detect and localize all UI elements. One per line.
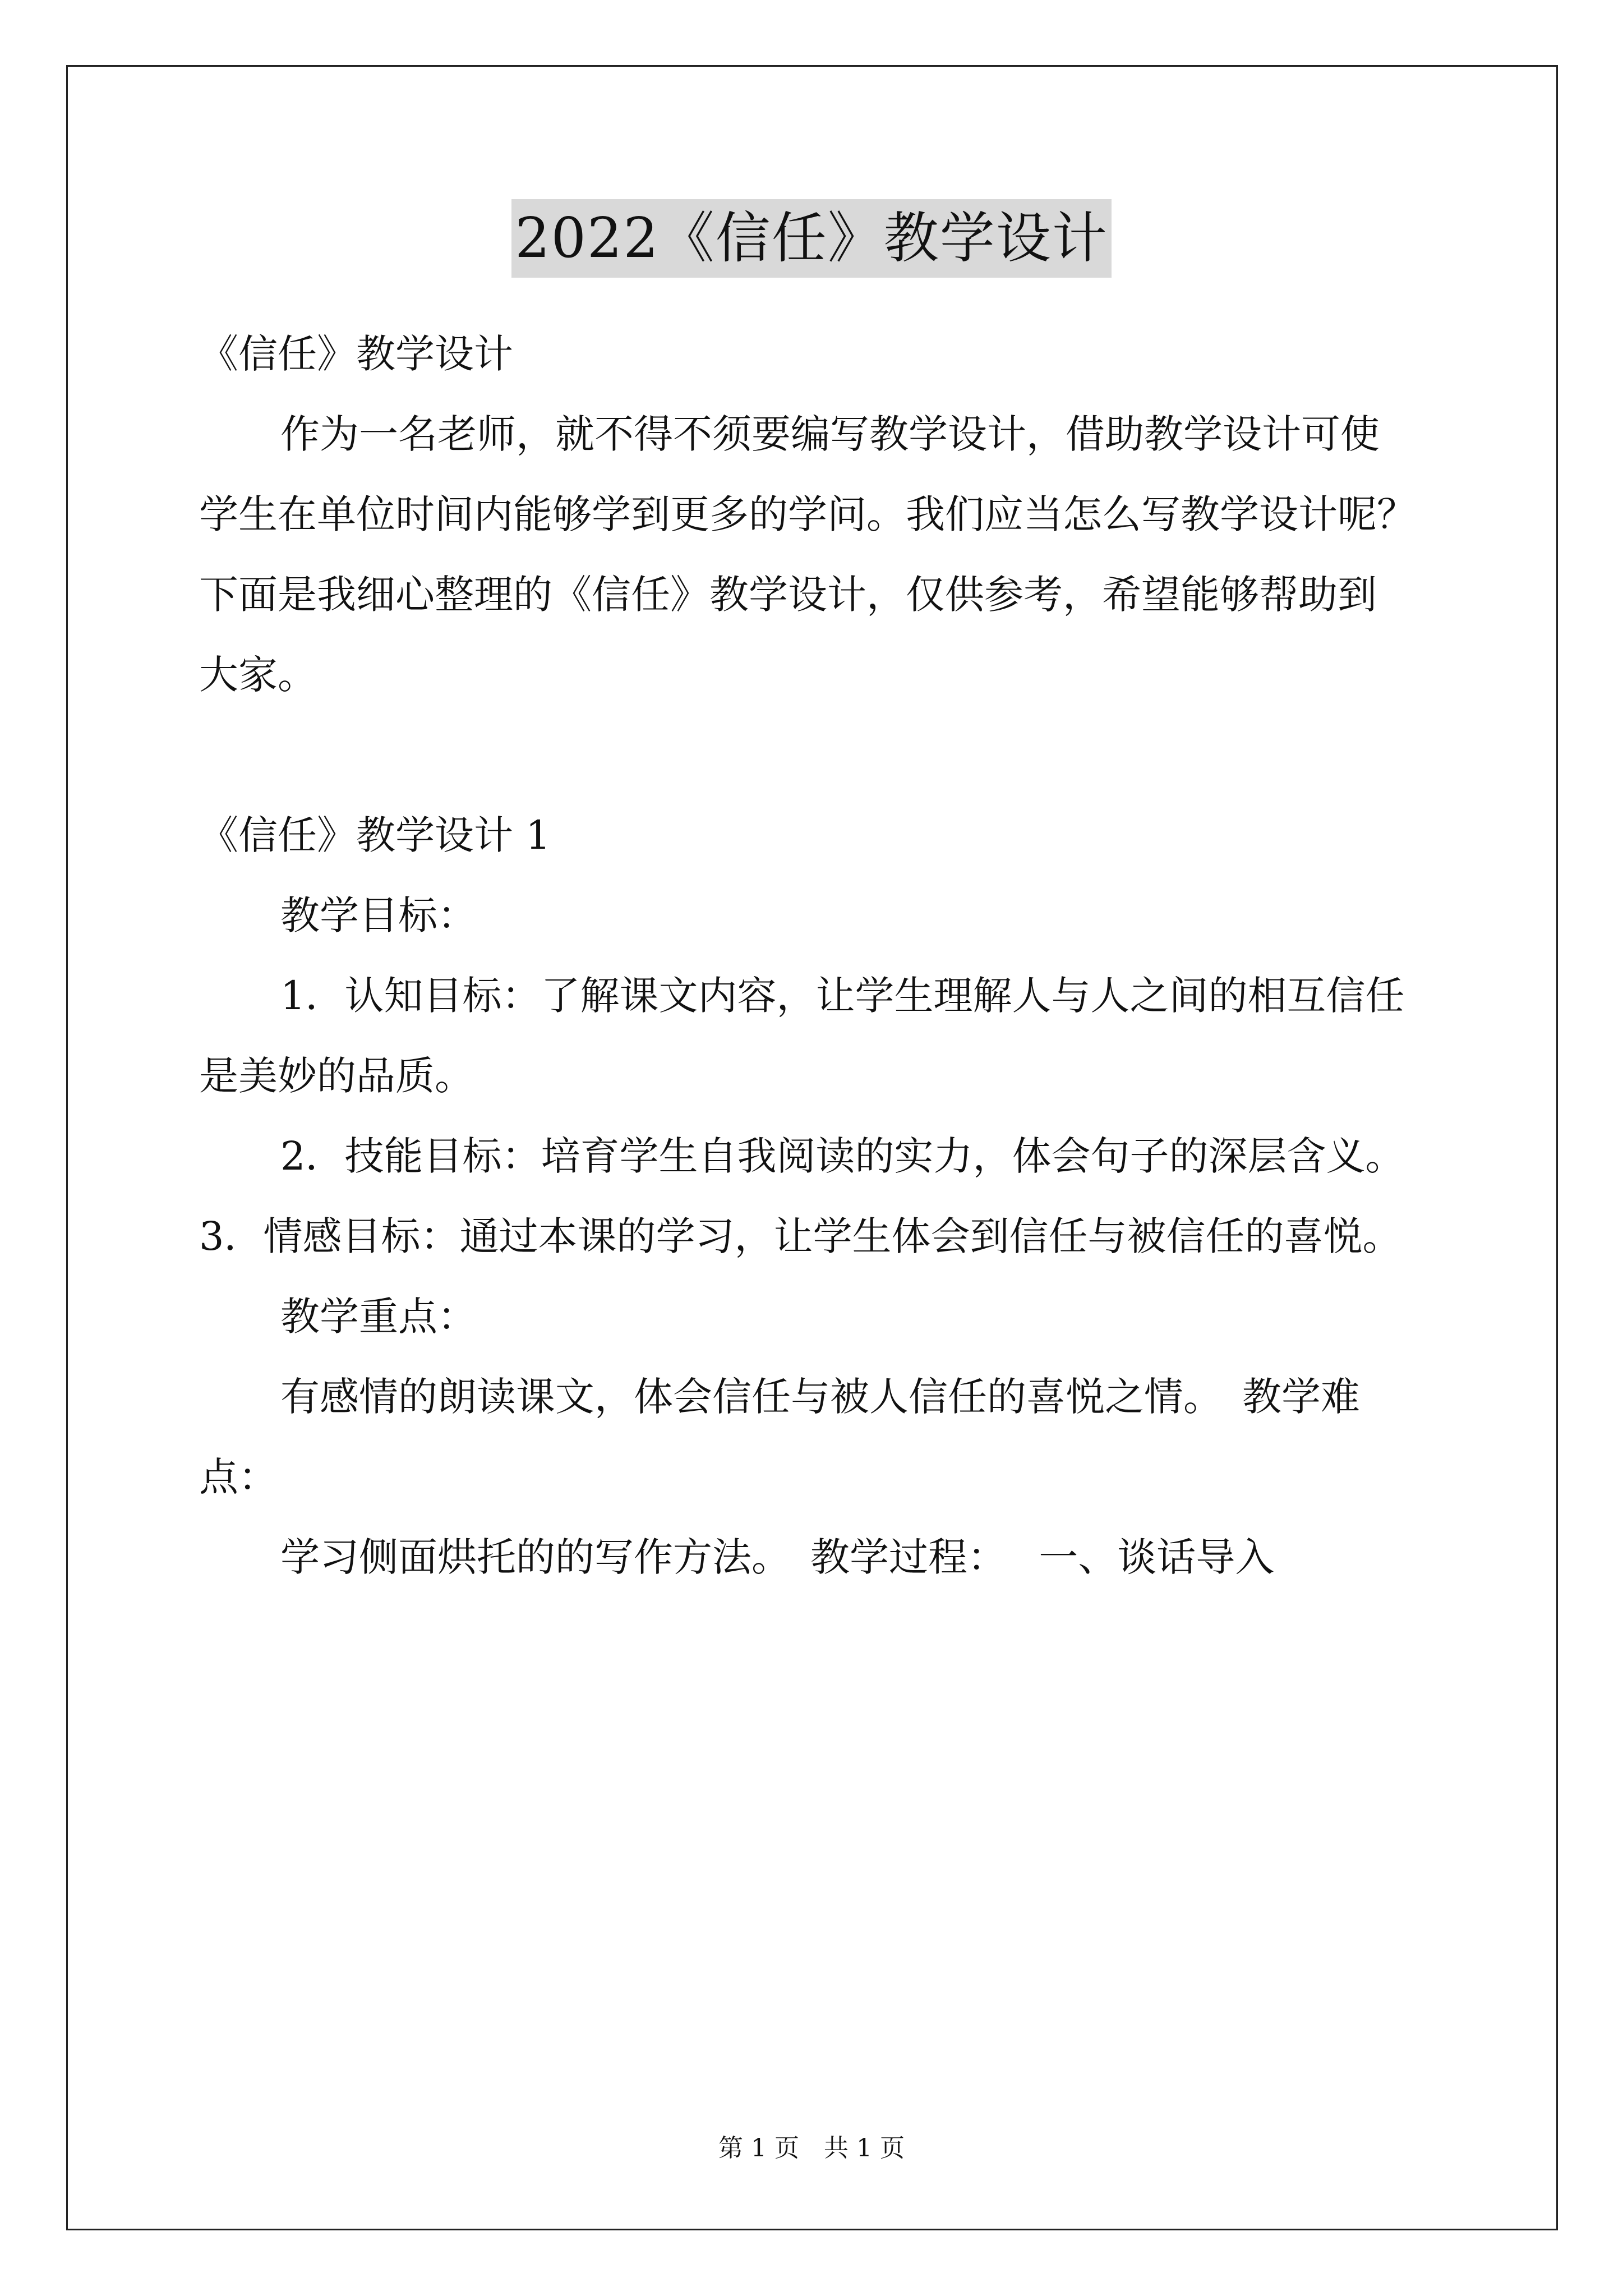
section-heading: 《信任》教学设计 1	[199, 812, 551, 858]
paragraph-line: 大家。	[199, 652, 317, 698]
document-title: 2022《信任》教学设计	[511, 199, 1111, 278]
paragraph-line: 教学目标：	[280, 892, 477, 938]
paragraph-line: 有感情的朗读课文，体会信任与被人信任的喜悦之情。 教学难	[280, 1374, 1360, 1420]
paragraph-line: 点：	[199, 1454, 278, 1500]
paragraph-line: 1．认知目标：了解课文内容，让学生理解人与人之间的相互信任	[280, 973, 1405, 1019]
paragraph-line: 下面是我细心整理的《信任》教学设计，仅供参考，希望能够帮助到	[199, 572, 1377, 618]
paragraph-line: 学生在单位时间内能够学到更多的学问。我们应当怎么写教学设计呢？	[199, 491, 1416, 537]
paragraph-line: 2．技能目标：培育学生自我阅读的实力，体会句子的深层含义。	[280, 1133, 1405, 1179]
blank-line	[199, 715, 1433, 795]
page-footer: 第 1 页 共 1 页	[718, 2134, 905, 2162]
paragraph-line: 3．情感目标：通过本课的学习，让学生体会到信任与被信任的喜悦。	[199, 1213, 1402, 1259]
paragraph-line: 是美妙的品质。	[199, 1053, 474, 1099]
title-container	[0, 199, 1623, 278]
paragraph-line: 学习侧面烘托的的写作方法。 教学过程： 一、谈话导入	[280, 1534, 1275, 1580]
subtitle-line: 《信任》教学设计	[199, 331, 513, 377]
paragraph-line: 教学重点：	[280, 1294, 477, 1340]
document-body	[199, 314, 1433, 1598]
paragraph-line: 作为一名老师，就不得不须要编写教学设计，借助教学设计可使	[280, 411, 1380, 457]
